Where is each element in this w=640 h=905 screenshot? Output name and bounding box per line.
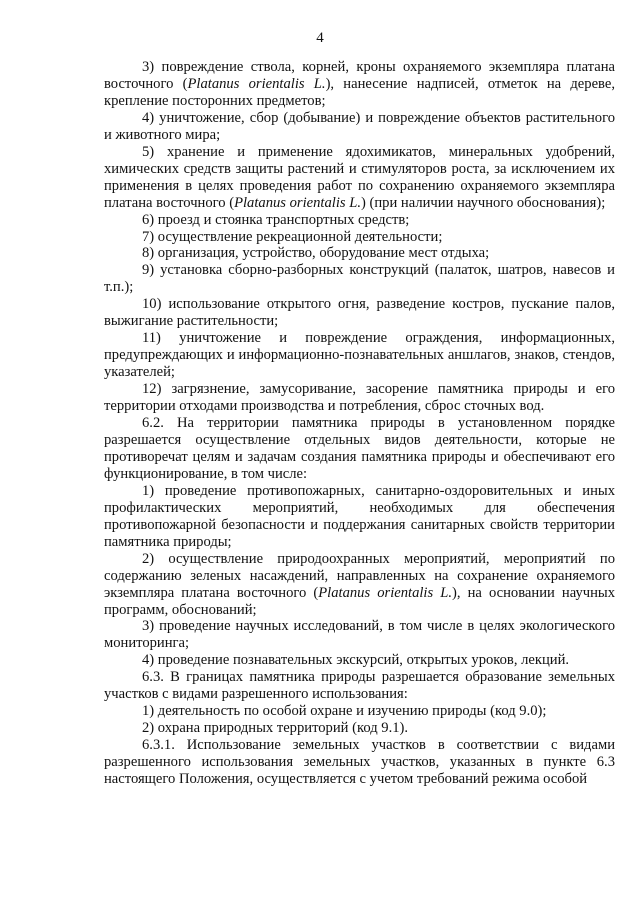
paragraph-allowed-3: 3) проведение научных исследований, в том числе в целях экологического мониторинга;: [104, 618, 615, 652]
paragraph-item-12: 12) загрязнение, замусоривание, засорение памятника природы и его территории отходами производства и потребления, сброс сточных вод.: [104, 381, 615, 415]
paragraph-item-8: 8) организация, устройство, оборудование мест отдыха;: [142, 245, 490, 262]
paragraph-item-6: 6) проезд и стоянка транспортных средств;: [142, 211, 410, 228]
document-body: [104, 59, 615, 788]
paragraph-section-6-3: 6.3. В границах памятника природы разрешается образование земельных участков с видами разрешенного использования:: [104, 669, 615, 703]
page-number: 4: [316, 30, 324, 46]
latin-name: Platanus orientalis L.: [318, 584, 453, 601]
paragraph-item-11: 11) уничтожение и повреждение ограждения, информационных, предупреждающих и информационно-познавательных аншлагов, знаков, стендов, указателей;: [104, 330, 615, 381]
paragraph-land-use-1: 1) деятельность по особой охране и изучению природы (код 9.0);: [142, 703, 547, 720]
paragraph-item-9: 9) установка сборно-разборных конструкций (палаток, шатров, навесов и т.п.);: [104, 262, 615, 296]
paragraph-item-7: 7) осуществление рекреационной деятельности;: [142, 228, 443, 245]
paragraph-section-6-3-1: 6.3.1. Использование земельных участков в соответствии с видами разрешенного использования земельных участков, указанных в пункте 6.3 настоящего Положения, осуществляется с учетом требований режима особой: [104, 737, 615, 788]
paragraph-item-10: 10) использование открытого огня, разведение костров, пускание палов, выжигание растительности;: [104, 296, 615, 330]
paragraph-section-6-2: 6.2. На территории памятника природы в установленном порядке разрешается осуществление отдельных видов деятельности, которые не противоречат целям и задачам создания памятника природы и обеспечивают его функционирование, в том числе:: [104, 415, 615, 482]
latin-name: Platanus orientalis L.: [187, 75, 326, 92]
paragraph-allowed-1: 1) проведение противопожарных, санитарно-оздоровительных и иных профилактических мероприятий, необходимых для обеспечения противопожарной безопасности и поддержания санитарных свойств территории памятника природы;: [104, 482, 615, 550]
paragraph-item-5: 5) хранение и применение ядохимикатов, минеральных удобрений, химических средств защиты растений и стимуляторов роста, за исключением их применения в целях проведения работ по сохранению охраняемого экземпляра платана восточного (Platanus orientalis L.) (при наличии научного обоснования);: [104, 143, 615, 211]
latin-name: Platanus orientalis L.: [234, 194, 361, 211]
paragraph-item-4: 4) уничтожение, сбор (добывание) и повреждение объектов растительного и животного мира;: [104, 109, 615, 143]
paragraph-land-use-2: 2) охрана природных территорий (код 9.1).: [142, 720, 409, 737]
paragraph-item-3: 3) повреждение ствола, корней, кроны охраняемого экземпляра платана восточного (Platanus orientalis L.), нанесение надписей, отметок на дереве, крепление посторонних предметов;: [104, 59, 615, 109]
paragraph-allowed-2: 2) осуществление природоохранных мероприятий, мероприятий по содержанию зеленых насаждений, направленных на сохранение охраняемого экземпляра платана восточного (Platanus orientalis L.), на основании научных программ, обоснований;: [104, 550, 616, 618]
paragraph-allowed-4: 4) проведение познавательных экскурсий, открытых уроков, лекций.: [142, 652, 570, 669]
